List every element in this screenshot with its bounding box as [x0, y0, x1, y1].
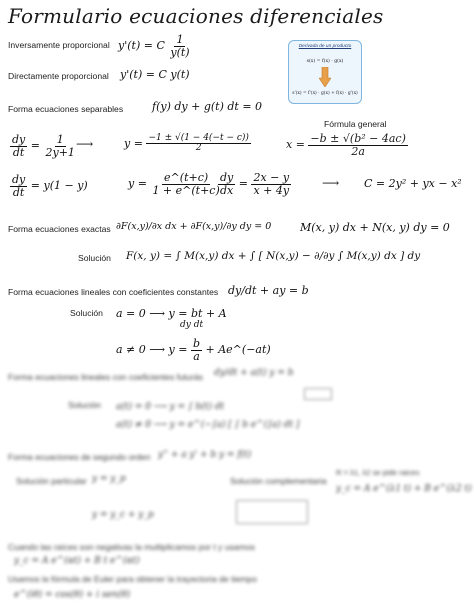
general-formula-label: Fórmula general	[324, 119, 387, 129]
blurred-line-6: y = y_c + y_p	[92, 510, 154, 520]
ex2-rhs: = y(1 − y)	[30, 179, 88, 193]
product-rule-derivative: s'(x) = f'(x) · g(x) + f(x) · g'(x)	[292, 91, 358, 96]
inverse-formula-left: y'(t) = C	[118, 39, 165, 53]
ex2-sol-num: e^(t+c)	[164, 171, 209, 184]
blurred-box-2	[236, 500, 308, 524]
inverse-frac-den: y(t)	[170, 45, 190, 59]
ex1-sol-num: −1 ± √(1 − 4(−t − c))	[148, 133, 249, 143]
exact-label: Forma ecuaciones exactas	[8, 224, 111, 234]
blurred-formula-3: y'' + a y' + b y = f(t)	[158, 450, 252, 460]
example2-solution	[128, 172, 222, 196]
example3-solution: C = 2y² + yx − x²	[364, 177, 462, 190]
general-den: 2a	[351, 144, 365, 158]
lin-case1-subs: dy dt	[180, 320, 204, 330]
ex3-lhs-num: dy	[220, 171, 234, 184]
general-formula	[286, 133, 408, 157]
example3-equation: $\frac{dy}{dx}$ = $\frac{2x - y}{x + 4y}$	[220, 171, 290, 197]
example1-solution	[124, 134, 251, 154]
blurred-line-2a: a(t) = 0 ⟶ y = ∫ b(t) dt	[116, 402, 225, 412]
page-title: Formulario ecuaciones diferenciales	[8, 4, 384, 28]
blurred-line-4d: R = λ1, λ2 se pide raices	[336, 468, 420, 477]
example1-equation	[10, 134, 77, 158]
ex2-lhs-den: dt	[12, 185, 25, 199]
linear-formula: dy/dt + ay = b	[228, 284, 309, 297]
blurred-line-4b: y = y_p	[92, 474, 126, 484]
blurred-line-7: Cuando las raíces son negativas la multiplicamos por t y usamos	[8, 542, 255, 552]
blurred-line-4a: Solución particular	[16, 476, 87, 486]
exact-formula: ∂F(x,y)/∂x dx + ∂F(x,y)/∂y dy = 0	[116, 221, 272, 232]
ex1-arrow-icon: ⟶	[76, 137, 94, 151]
lin-case2-left: a ≠ 0 ⟶ y =	[116, 343, 188, 357]
blurred-line-10: e^(iθ) = cos(θ) + i sen(θ)	[14, 590, 131, 600]
ex1-sol-frac	[146, 134, 251, 154]
blurred-line-2: Solución	[68, 400, 101, 410]
blurred-line-1: Forma ecuaciones lineales con coeficientes futurás	[8, 372, 203, 382]
inverse-fraction	[168, 34, 191, 58]
inverse-proportional-formula	[118, 34, 192, 58]
direct-proportional-label: Directamente proporcional	[8, 71, 109, 81]
exact-formula-mn: M(x, y) dx + N(x, y) dy = 0	[300, 221, 450, 234]
general-num: −b ± √(b² − 4ac)	[310, 132, 406, 145]
down-arrow-icon	[319, 67, 331, 87]
ex1-sol-den: 2	[195, 143, 202, 154]
inverse-proportional-label: Inversamente proporcional	[8, 40, 110, 50]
general-fraction	[308, 133, 407, 157]
ex3-rhs-den: x + 4y	[253, 183, 290, 197]
linear-case1	[116, 307, 227, 320]
ex1-sol-left: y =	[124, 136, 143, 150]
ex2-sol-frac	[150, 172, 221, 196]
ex1-eq: =	[30, 139, 40, 153]
ex1-rhs-num: 1	[56, 133, 64, 146]
ex3-rhs	[251, 172, 291, 196]
lin-case2-frac	[191, 338, 202, 362]
ex3-rhs-num: 2x − y	[253, 171, 290, 184]
blurred-line-3: Forma ecuaciones de segundo orden	[8, 452, 151, 462]
blurred-box-1	[304, 388, 332, 400]
product-rule-title: Derivada de un producto	[298, 44, 352, 49]
ex3-arrow-icon: ⟶	[322, 176, 340, 190]
ex2-lhs-num: dy	[12, 173, 26, 186]
ex3-lhs	[218, 172, 235, 196]
product-rule-definition: s(x) = f(x) · g(x)	[306, 59, 344, 64]
lin-case2-rest: + Ae^(−at)	[205, 343, 271, 357]
blurred-preview-section	[0, 360, 474, 612]
ex1-lhs	[10, 134, 27, 158]
separable-formula: f(y) dy + g(t) dt = 0	[152, 100, 263, 113]
blurred-line-5a: y_c = A e^(λ1 t) + B e^(λ2 t)	[336, 484, 472, 494]
ex2-sol-den: 1 + e^(t+c)	[152, 183, 220, 197]
linear-label: Forma ecuaciones lineales con coeficientes constantes	[8, 287, 219, 297]
ex1-lhs-num: dy	[12, 133, 26, 146]
example2-equation	[10, 174, 88, 198]
separable-label: Forma ecuaciones separables	[8, 104, 124, 114]
inverse-frac-num: 1	[176, 33, 184, 46]
exact-solution-formula: F(x, y) = ∫ M(x,y) dx + ∫ [ N(x,y) − ∂/∂y ∫ M(x,y) dx ] dy	[126, 250, 421, 262]
lin-case1-expr: bt + A	[190, 307, 227, 320]
linear-case2	[116, 338, 271, 362]
blurred-formula-1: dy/dt + a(t) y = b	[214, 368, 294, 378]
lin-case2-num: b	[192, 337, 201, 350]
lin-case2-den: a	[193, 349, 200, 363]
ex1-rhs-den: 2y+1	[45, 145, 75, 159]
linear-solution-label: Solución	[70, 308, 103, 318]
ex1-rhs	[43, 134, 76, 158]
blurred-line-8: y_c = A e^(αt) + B t e^(αt)	[14, 556, 140, 566]
exact-solution-label: Solución	[78, 253, 111, 263]
lin-case1-left: a = 0 ⟶ y =	[116, 307, 188, 320]
ex2-lhs	[10, 174, 27, 198]
product-rule-box	[288, 40, 362, 104]
direct-proportional-formula: y'(t) = C y(t)	[120, 68, 190, 81]
blurred-line-4c: Solución complementaria	[230, 476, 327, 486]
ex1-lhs-den: dt	[12, 145, 25, 159]
ex3-lhs-den: dx	[220, 183, 234, 197]
ex2-sol-left: y =	[128, 177, 147, 191]
blurred-line-9: Usamos la fórmula de Euler para obtener la trayectoria de tiempo	[8, 574, 257, 584]
general-formula-left: x =	[286, 138, 305, 152]
blurred-line-2b: a(t) ≠ 0 ⟶ y = e^(−∫a) [ ∫ b e^(∫a) dt ]	[116, 420, 300, 430]
